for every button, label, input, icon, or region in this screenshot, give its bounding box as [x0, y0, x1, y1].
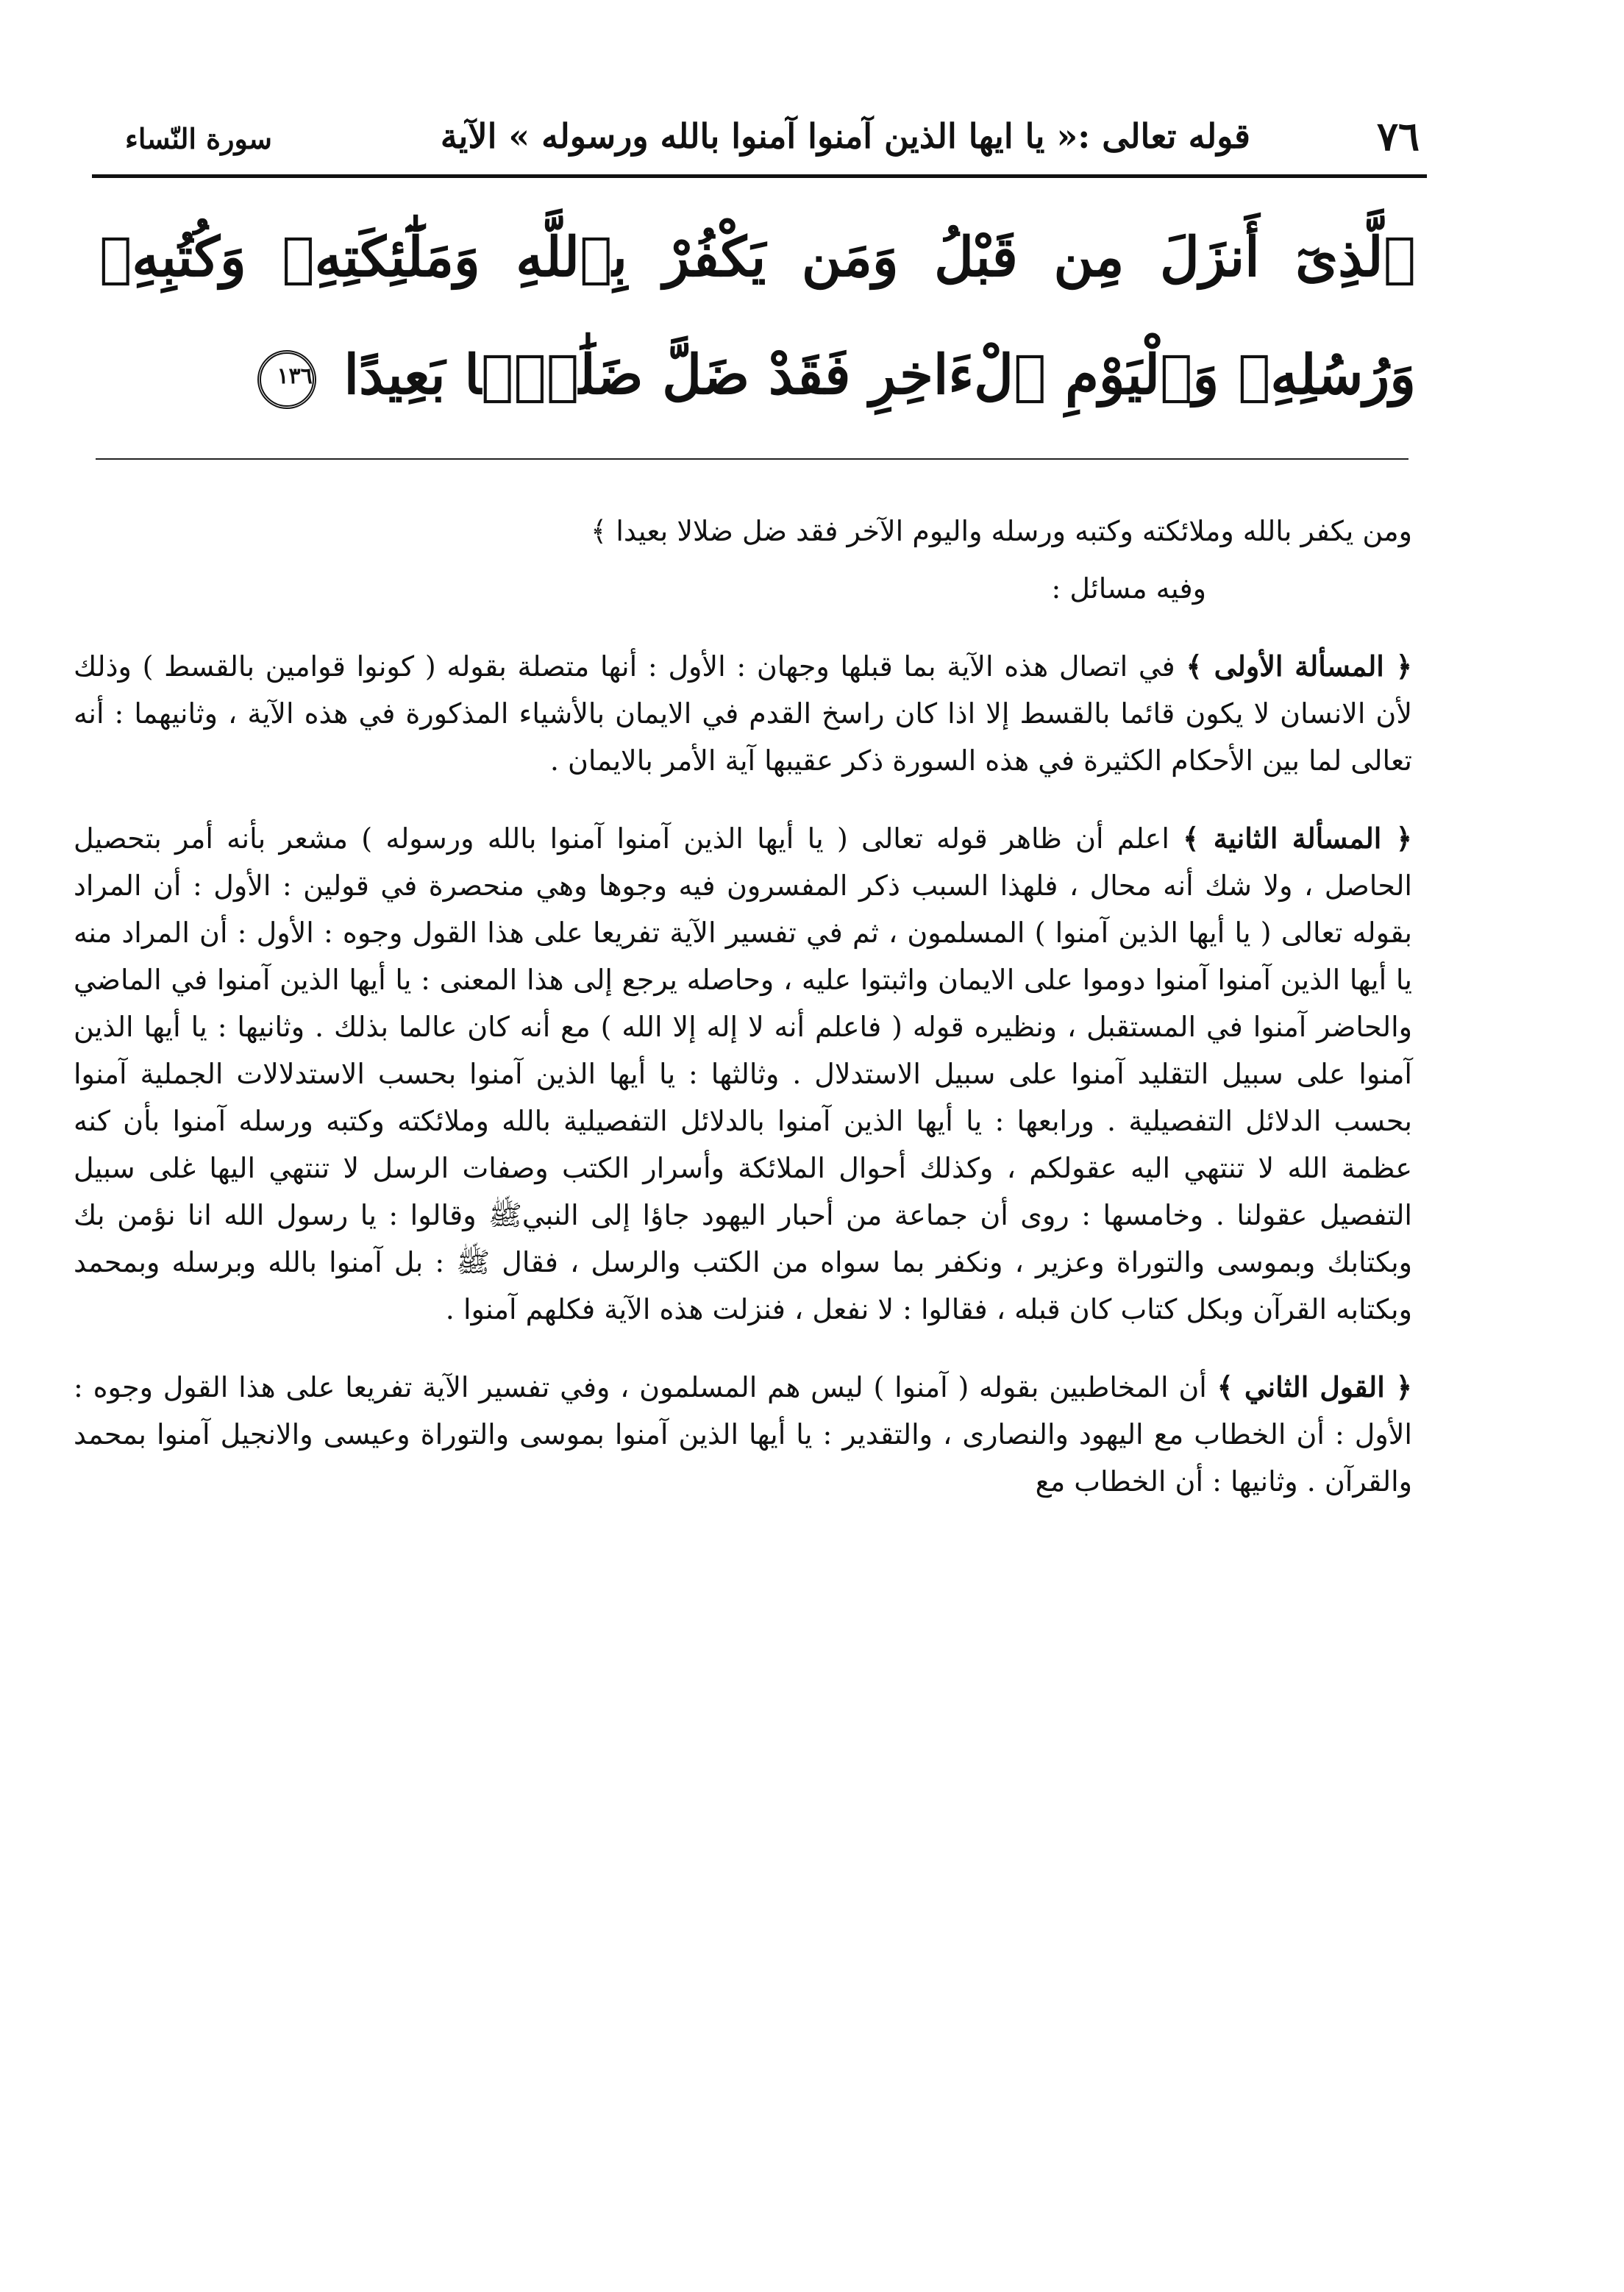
page-number: ٧٦: [1376, 113, 1420, 160]
issue-one-paragraph: [74, 643, 1412, 784]
issue-two-heading: ﴿ المسألة الثانية ﴾: [1183, 822, 1412, 855]
quran-verse: [99, 199, 1416, 434]
second-opinion-text: أن المخاطبين بقوله ( آمنوا ) ليس هم المسلمون ، وفي تفسير الآية تفريعا على هذا القول وجوه : الأول : أن الخطاب مع اليهود والنصارى ، والتقدير : يا أيها الذين آمنوا بموسى والتوراة وعيسى والانجيل آمنوا بمحمد والقرآن . وثانيها : أن الخطاب مع: [74, 1371, 1412, 1498]
issue-one-text: في اتصال هذه الآية بما قبلها وجهان : الأول : أنها متصلة بقوله ( كونوا قوامين بالقسط ) وذلك لأن الانسان لا يكون قائما بالقسط إلا اذا كان راسخ القدم في الايمان بالأشياء المذكورة في هذه الآية ، وثانيهما : أنه تعالى لما بين الأحكام الكثيرة في هذه السورة ذكر عقيبها آية الأمر بالايمان .: [74, 650, 1412, 777]
page-header: [96, 110, 1420, 162]
commentary-body: [74, 508, 1412, 1536]
issue-two-paragraph: [74, 815, 1412, 1333]
second-opinion-heading: ﴿ القول الثاني ﴾: [1217, 1370, 1412, 1403]
verse-text: ٱلَّذِىٓ أَنزَلَ مِن قَبْلُ وَمَن يَكْفُرْ بِٱللَّهِ وَمَلَٰٓئِكَتِهِۦ وَكُتُبِهِۦ وَرُسُلِهِۦ وَٱلْيَوْمِ ٱلْءَاخِرِ فَقَدْ ضَلَّ ضَلَٰلًۢا بَعِيدًا: [99, 226, 1416, 407]
issue-one-heading: ﴿ المسألة الأولى ﴾: [1186, 649, 1412, 683]
intro-issues-line: وفيه مسائل :: [1051, 572, 1206, 605]
second-opinion-paragraph: [74, 1364, 1412, 1505]
issue-two-text: اعلم أن ظاهر قوله تعالى ( يا أيها الذين آمنوا آمنوا بالله ورسوله ) مشعر بأنه أمر بتحصيل الحاصل ، ولا شك أنه محال ، فلهذا السبب ذكر المفسرون فيه وجوها وهي منحصرة في قولين : الأول : أن المراد بقوله تعالى ( يا أيها الذين آمنوا ) المسلمون ، ثم في تفسير الآية تفريعا على هذا القول وجوه : الأول : أن المراد منه يا أيها الذين آمنوا آمنوا دوموا على الايمان واثبتوا عليه ، وحاصله يرجع إلى هذا المعنى : يا أيها الذين آمنوا في الماضي والحاضر آمنوا في المستقبل ، ونظيره قوله ( فاعلم أنه لا إله إلا الله ) مع أنه كان عالما بذلك . وثانيها : يا أيها الذين آمنوا على سبيل التقليد آمنوا على سبيل الاستدلال . وثالثها : يا أيها الذين آمنوا بحسب الاستدلالات الجملية آمنوا بحسب الدلائل التفصيلية . ورابعها : يا أيها الذين آمنوا بالدلائل التفصيلية بالله وملائكته وكتبه ورسله آمنوا بأن كنه عظمة الله لا تنتهي اليه عقولكم ، وكذلك أحوال الملائكة وأسرار الكتب وصفات الرسل لا تنتهي اليها غلى سبيل التفصيل عقولنا . وخامسها : روى أن جماعة من أحبار اليهود جاؤا إلى النبيﷺ وقالوا : يا رسول الله انا نؤمن بك وبكتابك وبموسى والتوراة وعزير ، ونكفر بما سواه من الكتب والرسل ، فقال ﷺ : بل آمنوا بالله وبرسله وبمحمد وبكتابه القرآن وبكل كتاب كان قبله ، فقالوا : لا نفعل ، فنزلت هذه الآية فكلهم آمنوا .: [74, 822, 1412, 1325]
running-title: قوله تعالى :« يا ايها الذين آمنوا آمنوا بالله ورسوله » الآية: [440, 116, 1250, 156]
surah-name: سورة النّساء: [125, 122, 272, 155]
verse-number-mark: ١٣٦: [257, 350, 316, 409]
intro-line: ومن يكفر بالله وملائكته وكتبه ورسله واليوم الآخر فقد ضل ضلالا بعيدا ﴾: [591, 515, 1412, 547]
verse-divider: [96, 458, 1408, 460]
header-divider: [92, 174, 1427, 178]
